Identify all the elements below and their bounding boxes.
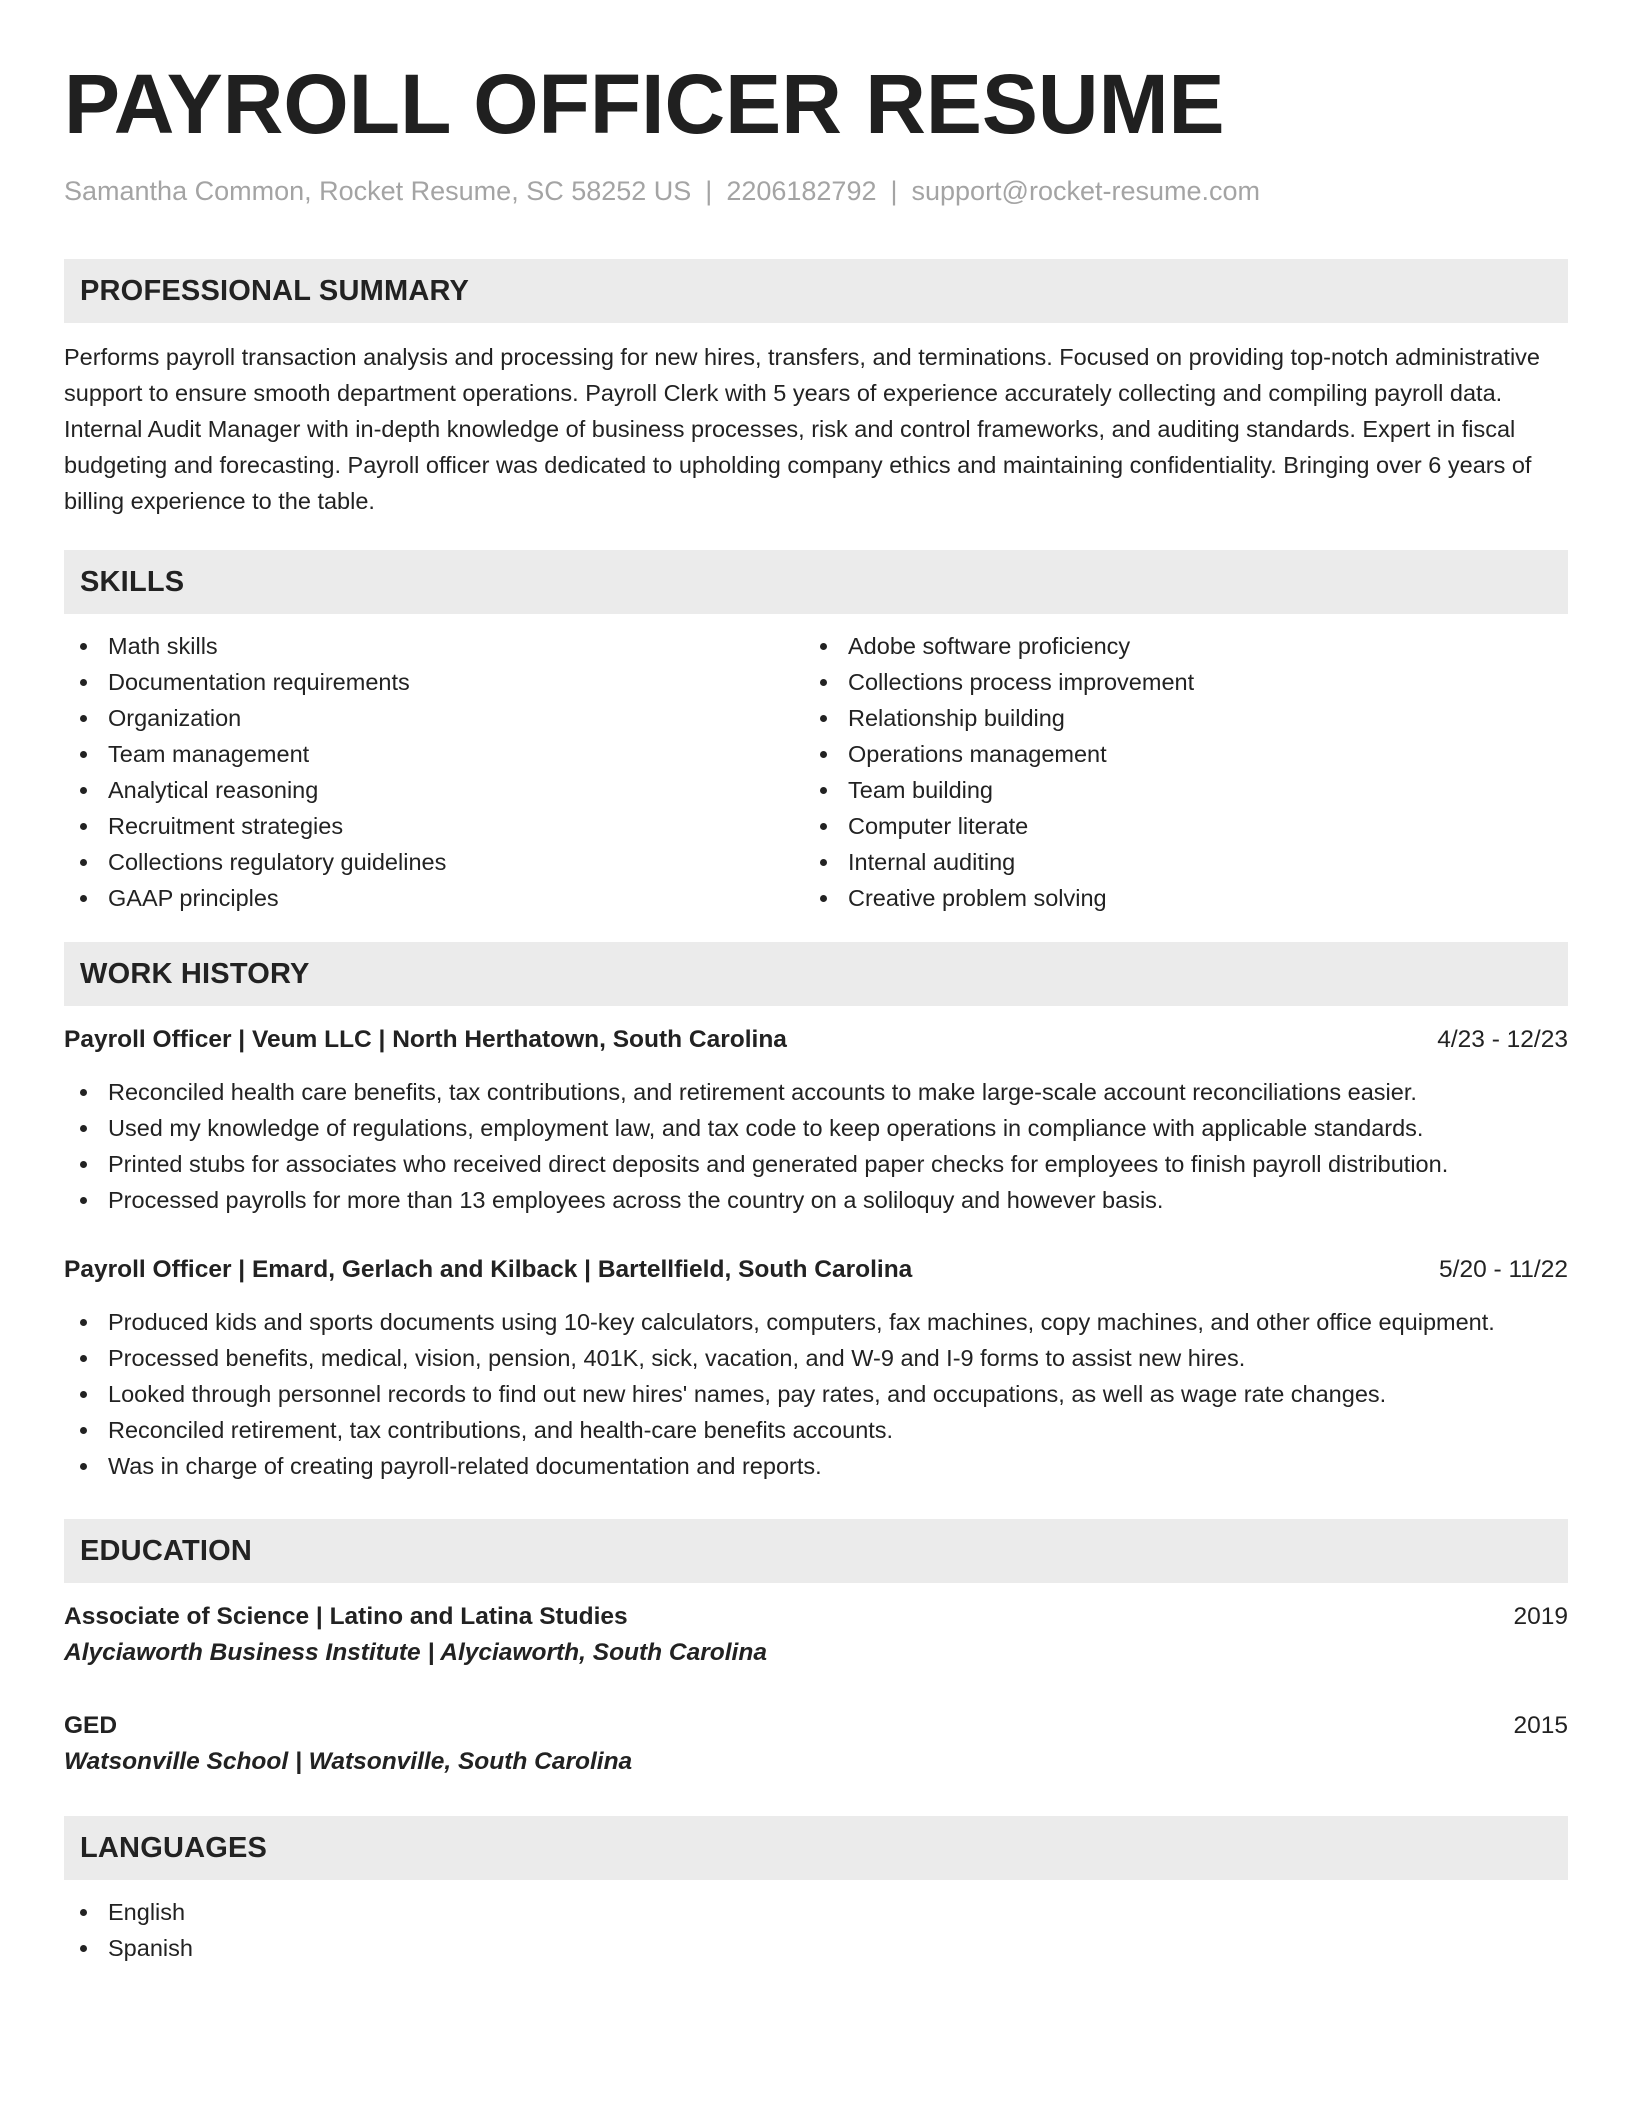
job-bullets [64,1304,1568,1484]
skill-item: Organization [64,700,804,736]
education-entry [64,1599,1568,1671]
job-bullet: Reconciled health care benefits, tax contributions, and retirement accounts to make large-scale account reconciliations easier. [64,1074,1568,1110]
education-degree: GED [64,1712,118,1739]
job-bullet: Produced kids and sports documents using 10-key calculators, computers, fax machines, copy machines, and other office equipment. [64,1304,1568,1340]
job-bullet: Processed payrolls for more than 13 employees across the country on a soliloquy and however basis. [64,1182,1568,1218]
job-entry [64,1022,1568,1218]
section-header-summary: PROFESSIONAL SUMMARY [64,259,1568,323]
skill-item: Adobe software proficiency [804,628,1544,664]
contact-line [64,174,1568,208]
section-header-languages: LANGUAGES [64,1816,1568,1880]
skills-list-left [64,628,804,916]
contact-separator: | [890,176,898,206]
skills-column-left [64,628,804,916]
skills-grid [64,628,1568,916]
summary-text: Performs payroll transaction analysis and processing for new hires, transfers, and terminations. Focused on providing top-notch administrative support to ensure smooth department operations. Payroll Clerk with 5 years of experience accurately collecting and compiling payroll data. Internal Audit Manager with in-depth knowledge of business processes, risk and control frameworks, and auditing standards. Expert in fiscal budgeting and forecasting. Payroll officer was dedicated to upholding company ethics and maintaining confidentiality. Bringing over 6 years of billing experience to the table. [64,344,1540,514]
job-bullet: Processed benefits, medical, vision, pension, 401K, sick, vacation, and W-9 and I-9 forms to assist new hires. [64,1340,1568,1376]
section-header-work-history: WORK HISTORY [64,942,1568,1006]
skill-item: Internal auditing [804,844,1544,880]
job-bullet: Was in charge of creating payroll-related documentation and reports. [64,1448,1568,1484]
language-item: Spanish [64,1930,1568,1966]
contact-phone: 2206182792 [726,176,877,206]
job-title: Payroll Officer | Veum LLC | North Herthatown, South Carolina [64,1026,787,1053]
job-header [64,1252,1568,1288]
job-dates: 5/20 - 11/22 [1439,1256,1568,1283]
skills-list-right [804,628,1544,916]
contact-separator: | [705,176,713,206]
education-header [64,1599,1568,1635]
resume-title: PAYROLL OFFICER RESUME [64,57,1225,151]
contact-address: Samantha Common, Rocket Resume, SC 58252 US [64,176,692,206]
skill-item: Computer literate [804,808,1544,844]
skill-item: Recruitment strategies [64,808,804,844]
education-entry [64,1708,1568,1780]
skill-item: Team building [804,772,1544,808]
skill-item: Analytical reasoning [64,772,804,808]
contact-email: support@rocket-resume.com [911,176,1261,206]
job-title: Payroll Officer | Emard, Gerlach and Kilback | Bartellfield, South Carolina [64,1256,913,1283]
section-header-skills: SKILLS [64,550,1568,614]
skill-item: GAAP principles [64,880,804,916]
job-bullet: Printed stubs for associates who received direct deposits and generated paper checks for employees to finish payroll distribution. [64,1146,1568,1182]
education-degree: Associate of Science | Latino and Latina Studies [64,1603,628,1630]
education-year: 2019 [1513,1603,1568,1630]
skill-item: Relationship building [804,700,1544,736]
skills-column-right [804,628,1544,916]
education-school: Alyciaworth Business Institute | Alyciaworth, South Carolina [64,1639,767,1666]
skill-item: Operations management [804,736,1544,772]
job-dates: 4/23 - 12/23 [1437,1026,1568,1053]
education-year: 2015 [1513,1712,1568,1739]
skill-item: Collections process improvement [804,664,1544,700]
languages-list [64,1894,1568,1966]
job-bullets [64,1074,1568,1218]
skill-item: Math skills [64,628,804,664]
language-item: English [64,1894,1568,1930]
job-bullet: Looked through personnel records to find out new hires' names, pay rates, and occupations, as well as wage rate changes. [64,1376,1568,1412]
education-school: Watsonville School | Watsonville, South Carolina [64,1748,633,1775]
job-header [64,1022,1568,1058]
skill-item: Documentation requirements [64,664,804,700]
skill-item: Collections regulatory guidelines [64,844,804,880]
section-header-education: EDUCATION [64,1519,1568,1583]
skill-item: Creative problem solving [804,880,1544,916]
job-entry [64,1252,1568,1484]
education-header [64,1708,1568,1744]
job-bullet: Used my knowledge of regulations, employment law, and tax code to keep operations in compliance with applicable standards. [64,1110,1568,1146]
job-bullet: Reconciled retirement, tax contributions, and health-care benefits accounts. [64,1412,1568,1448]
skill-item: Team management [64,736,804,772]
